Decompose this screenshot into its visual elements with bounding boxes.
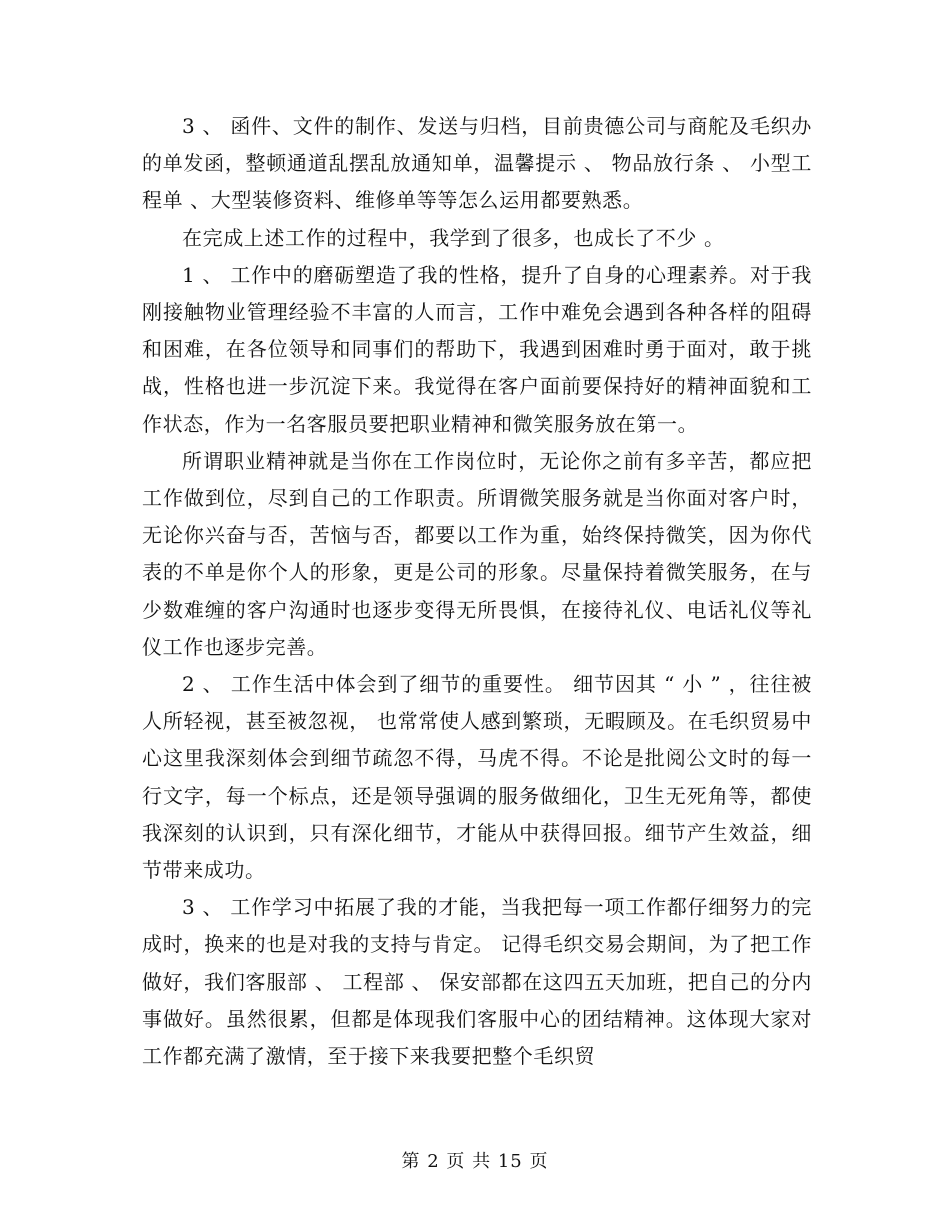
paragraph-1: 3 、 函件、文件的制作、发送与归档，目前贵德公司与商舵及毛织办的单发函，整顿通道乱摆乱放通知单，温馨提示 、 物品放行条 、 小型工程单 、大型装修资料、维修单等等怎么运用都要熟悉。 [142, 114, 812, 213]
paragraph-6: 3 、 工作学习中拓展了我的才能，当我把每一项工作都仔细努力的完成时，换来的也是对我的支持与肯定。 记得毛织交易会期间，为了把工作做好，我们客服部 、 工程部 、 保安部都在这四五天加班，把自己的分内事做好。虽然很累，但都是体现我们客服中心的团结精神。这体现大家对工作都充满了激情，至于接下来我要把整个毛织贸 [142, 895, 812, 1069]
paragraph-3: 1 、 工作中的磨砺塑造了我的性格，提升了自身的心理素养。对于我刚接触物业管理经验不丰富的人而言，工作中难免会遇到各种各样的阻碍和困难，在各位领导和同事们的帮助下，我遇到困难时勇于面对，敢于挑战，性格也进一步沉淀下来。我觉得在客户面前要保持好的精神面貌和工作状态，作为一名客服员要把职业精神和微笑服务放在第一。 [142, 262, 812, 436]
document-body [142, 108, 812, 1075]
page-number-footer: 第 2 页 共 15 页 [401, 1151, 549, 1172]
paragraph-4: 所谓职业精神就是当你在工作岗位时，无论你之前有多辛苦，都应把工作做到位，尽到自己的工作职责。所谓微笑服务就是当你面对客户时，无论你兴奋与否，苦恼与否，都要以工作为重，始终保持微笑，因为你代表的不单是你个人的形象，更是公司的形象。尽量保持着微笑服务，在与少数难缠的客户沟通时也逐步变得无所畏惧，在接待礼仪、电话礼仪等礼仪工作也逐步完善。 [142, 448, 812, 659]
paragraph-5: 2 、 工作生活中体会到了细节的重要性。 细节因其 “ 小 ” ，往往被人所轻视，甚至被忽视， 也常常使人感到繁琐，无暇顾及。在毛织贸易中心这里我深刻体会到细节疏忽不得，马虎不得。不论是批阅公文时的每一行文字，每一个标点，还是领导强调的服务做细化，卫生无死角等，都使我深刻的认识到，只有深化细节，才能从中获得回报。细节产生效益，细节带来成功。 [142, 672, 812, 883]
paragraph-2: 在完成上述工作的过程中，我学到了很多，也成长了不少 。 [182, 225, 725, 250]
